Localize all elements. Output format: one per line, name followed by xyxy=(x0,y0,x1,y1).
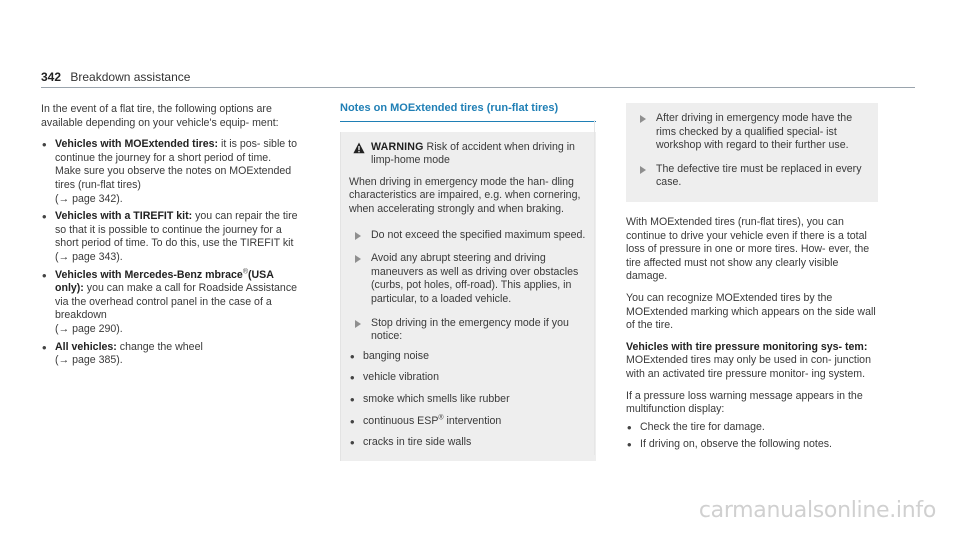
list-item xyxy=(41,138,299,206)
list-item xyxy=(634,112,868,153)
arrow-right-icon xyxy=(355,232,361,240)
paragraph xyxy=(626,341,878,382)
warning-title: Risk of accident when driving in limp-home mode xyxy=(371,140,575,167)
warning-label: WARNING xyxy=(371,140,424,153)
warning-body: When driving in emergency mode the han- dling characteristics are impaired, e.g. when cornering, when accelerating strongly and when braking. xyxy=(349,175,581,215)
heading-rule xyxy=(340,121,596,122)
paragraph: If a pressure loss warning message appears in the multifunction display: xyxy=(626,389,863,416)
item-text: banging noise xyxy=(363,349,429,362)
warning-icon xyxy=(353,142,365,154)
item-text: After driving in emergency mode have the rims checked by a qualified special- ist workshop with regard to their further use. xyxy=(656,112,853,152)
item-text: Check the tire for damage. xyxy=(640,420,765,433)
notes-heading: Notes on MOExtended tires (run-flat tires) xyxy=(340,102,559,114)
list-item xyxy=(349,350,586,364)
list-item xyxy=(41,341,299,368)
arrow-right-icon xyxy=(355,255,361,263)
list-item xyxy=(349,415,586,429)
bullet-text: you can repair the tire so that it is possible to continue the journey for a short period of time. To do this, use the TIREFIT kit xyxy=(55,210,298,250)
page-ref-link[interactable]: (→ page 290). xyxy=(55,322,123,335)
page-ref-link[interactable]: (→ page 385). xyxy=(55,354,123,367)
item-text-tail: intervention xyxy=(443,414,502,427)
page-ref-link[interactable]: (→ page 343). xyxy=(55,250,123,263)
list-item xyxy=(41,269,299,337)
bullet-lead-tail: (USA only): xyxy=(55,268,274,295)
list-item xyxy=(349,436,586,450)
item-text: vehicle vibration xyxy=(363,371,439,384)
item-text: cracks in tire side walls xyxy=(363,436,472,449)
page-number: 342 xyxy=(41,70,62,84)
bullet-text: you can make a call for Roadside Assistance via the overhead control panel in the case of a breakdown xyxy=(55,282,298,322)
column-right xyxy=(626,103,878,456)
paragraph-lead: Vehicles with tire pressure monitoring sys- tem: xyxy=(626,340,868,353)
list-item xyxy=(41,210,299,264)
item-text: Stop driving in the emergency mode if you notice: xyxy=(371,316,569,343)
warning-box xyxy=(340,132,596,461)
bullet-lead: Vehicles with a TIREFIT kit: xyxy=(55,210,193,223)
item-text: The defective tire must be replaced in every case. xyxy=(656,162,862,189)
item-text: continuous ESP xyxy=(363,414,439,427)
header-rule xyxy=(41,87,915,88)
continued-warning-box xyxy=(626,103,878,202)
item-text: If driving on, observe the following notes. xyxy=(640,438,832,451)
arrow-right-icon xyxy=(640,115,646,123)
arrow-right-icon xyxy=(640,166,646,174)
list-item xyxy=(349,393,586,407)
page-header xyxy=(41,70,190,84)
intro-paragraph: In the event of a flat tire, the following options are available depending on your vehicle's equip- ment: xyxy=(41,103,279,129)
paragraph: You can recognize MOExtended tires by the MOExtended marking which appears on the side wall of the tire. xyxy=(626,291,876,332)
item-text: Avoid any abrupt steering and driving maneuvers as well as driving over obstacles (curbs, pot holes, off-road). This applies, in particular, to a loaded vehicle. xyxy=(371,252,579,305)
list-item xyxy=(349,229,586,243)
list-item xyxy=(349,317,586,344)
paragraph-text: MOExtended tires may only be used in con- junction with an activated tire pressure monitor- ing system. xyxy=(626,354,871,380)
column-left xyxy=(41,103,299,372)
list-item xyxy=(634,163,868,190)
watermark: carmanualsonline.info xyxy=(698,498,936,523)
page-ref-link[interactable]: (→ page 342). xyxy=(55,192,123,205)
warning-header xyxy=(349,141,586,168)
bullet-lead: Vehicles with Mercedes-Benz mbrace xyxy=(55,268,243,281)
item-text: Do not exceed the specified maximum speed. xyxy=(371,228,586,241)
arrow-right-icon xyxy=(355,320,361,328)
list-item xyxy=(349,371,586,385)
list-item xyxy=(626,421,878,435)
bullet-text: change the wheel xyxy=(116,340,203,353)
registered-mark: ® xyxy=(438,413,444,421)
paragraph: With MOExtended tires (run-flat tires), you can continue to drive your vehicle even if there is a total loss of pressure in one or more tires. How- ever, the tire affected must not show any clearly visible damage. xyxy=(626,215,870,283)
bullet-text: it is pos- sible to continue the journey for a short period of time. Make sure you observe the notes on MOExtended tires (run-flat tires) xyxy=(55,138,297,191)
registered-mark: ® xyxy=(242,268,248,275)
bullet-lead: Vehicles with MOExtended tires: xyxy=(55,138,219,151)
list-item xyxy=(626,438,878,452)
item-text: smoke which smells like rubber xyxy=(363,392,510,405)
column-middle xyxy=(340,103,596,461)
list-item xyxy=(349,252,586,306)
column-divider xyxy=(594,120,595,455)
bullet-lead: All vehicles: xyxy=(55,340,117,353)
section-title: Breakdown assistance xyxy=(70,70,191,84)
